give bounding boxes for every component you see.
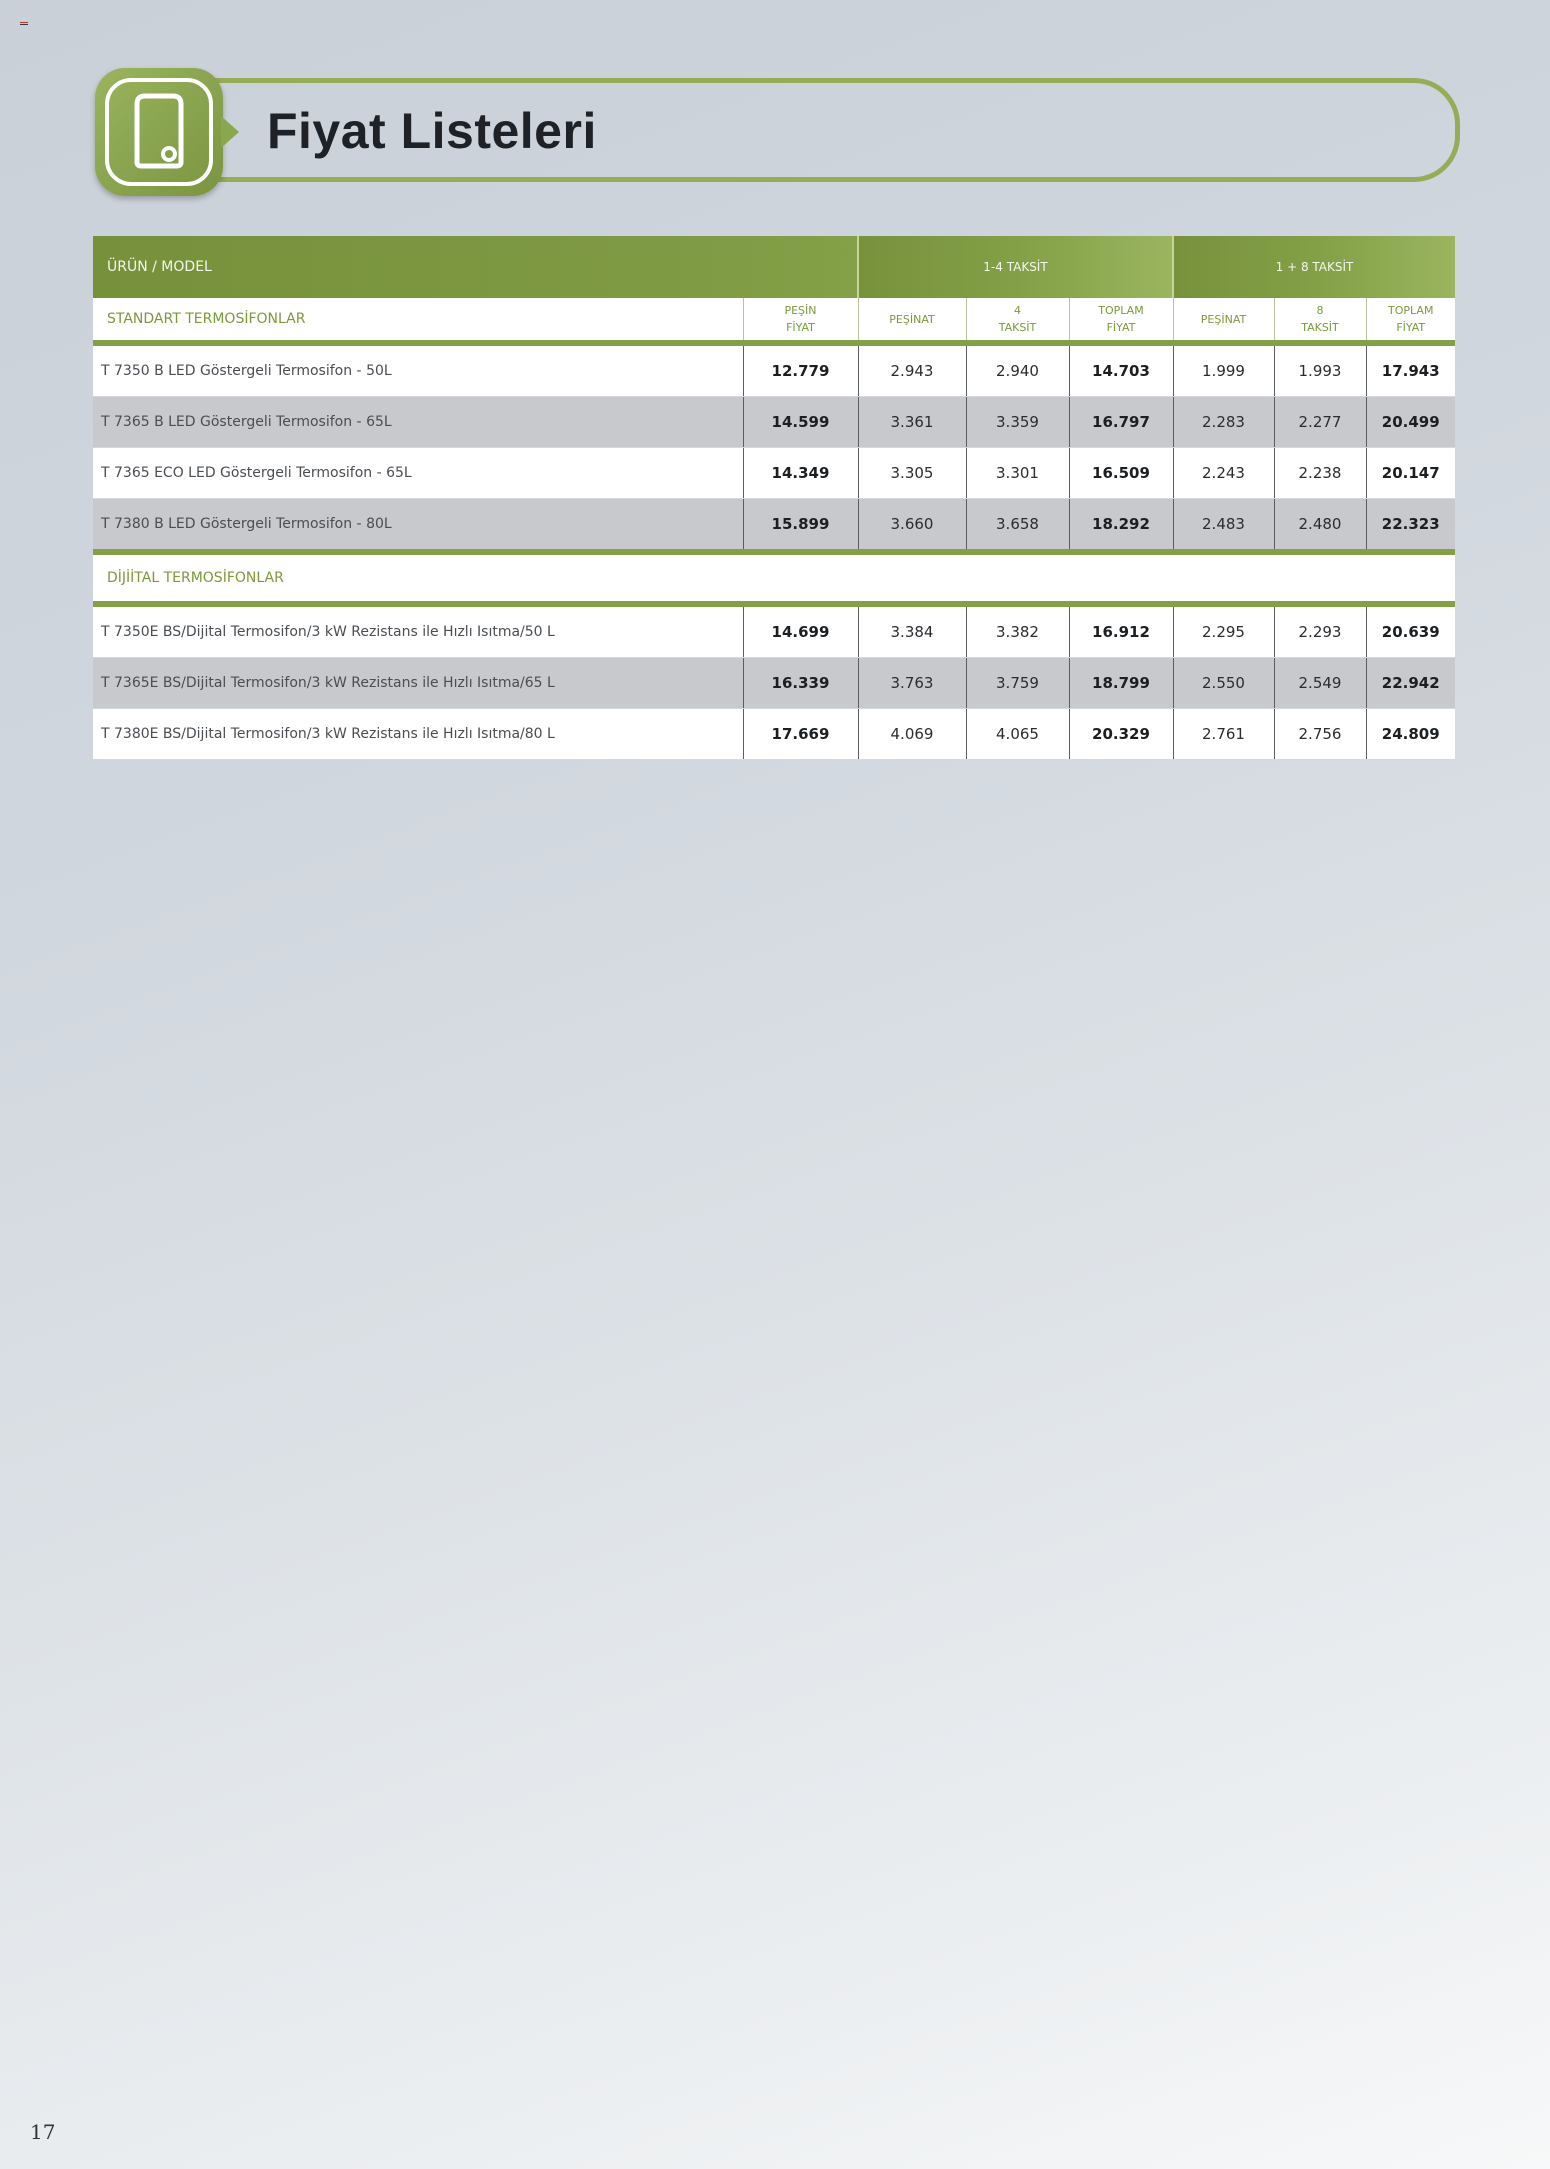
page-title: Fiyat Listeleri [267,103,597,159]
header-group-4-taksit: 1-4 TAKSİT [858,236,1173,298]
section-row-digital [93,552,1455,604]
toplam8-cell: 22.323 [1366,499,1455,553]
taksit8-cell: 2.549 [1274,658,1366,709]
water-heater-icon [101,74,217,190]
toplam4-cell: 18.799 [1069,658,1173,709]
pesinat8-cell: 2.483 [1173,499,1274,553]
table-row [93,658,1455,709]
pesinat4-cell: 3.361 [858,397,966,448]
pesin-cell: 17.669 [743,709,858,760]
page-number: 17 [30,2120,56,2144]
toplam4-cell: 20.329 [1069,709,1173,760]
banner-pointer [221,116,239,148]
banner-icon-tile [95,68,223,196]
taksit8-cell: 2.277 [1274,397,1366,448]
pesinat4-cell: 2.943 [858,343,966,397]
taksit4-cell: 3.759 [966,658,1069,709]
model-cell: T 7365 B LED Göstergeli Termosifon - 65L [93,397,743,448]
taksit4-cell: 2.940 [966,343,1069,397]
toplam8-cell: 20.147 [1366,448,1455,499]
pesinat4-cell: 3.660 [858,499,966,553]
table-row [93,499,1455,553]
pesinat8-cell: 1.999 [1173,343,1274,397]
table-row [93,709,1455,760]
taksit8-cell: 1.993 [1274,343,1366,397]
toplam8-cell: 20.639 [1366,604,1455,658]
model-cell: T 7380 B LED Göstergeli Termosifon - 80L [93,499,743,553]
toplam4-cell: 16.797 [1069,397,1173,448]
table-row [93,448,1455,499]
taksit4-cell: 3.359 [966,397,1069,448]
table-row [93,397,1455,448]
model-cell: T 7380E BS/Dijital Termosifon/3 kW Rezistans ile Hızlı Isıtma/80 L [93,709,743,760]
table-row [93,343,1455,397]
table-header-row [93,236,1455,298]
pesin-cell: 14.699 [743,604,858,658]
taksit4-cell: 3.658 [966,499,1069,553]
col-pesin-fiyat: PEŞİN FİYAT [743,298,858,343]
col-taksit-4: 4 TAKSİT [966,298,1069,343]
pesinat4-cell: 4.069 [858,709,966,760]
pesinat8-cell: 2.550 [1173,658,1274,709]
corner-mark [20,22,28,27]
header-product: ÜRÜN / MODEL [93,236,858,298]
pesin-cell: 16.339 [743,658,858,709]
toplam4-cell: 18.292 [1069,499,1173,553]
col-taksit-8: 8 TAKSİT [1274,298,1366,343]
price-table [93,236,1455,760]
col-toplam-8: TOPLAM FİYAT [1366,298,1455,343]
model-cell: T 7350 B LED Göstergeli Termosifon - 50L [93,343,743,397]
model-cell: T 7365E BS/Dijital Termosifon/3 kW Rezistans ile Hızlı Isıtma/65 L [93,658,743,709]
toplam8-cell: 20.499 [1366,397,1455,448]
taksit8-cell: 2.480 [1274,499,1366,553]
taksit4-cell: 3.301 [966,448,1069,499]
pesinat8-cell: 2.761 [1173,709,1274,760]
pesinat4-cell: 3.763 [858,658,966,709]
header-group-8-taksit: 1 + 8 TAKSİT [1173,236,1455,298]
section-title-standard: STANDART TERMOSİFONLAR [93,298,743,343]
page-header-banner [95,68,1465,198]
taksit4-cell: 4.065 [966,709,1069,760]
pesinat8-cell: 2.283 [1173,397,1274,448]
toplam4-cell: 16.912 [1069,604,1173,658]
pesin-cell: 14.349 [743,448,858,499]
pesin-cell: 12.779 [743,343,858,397]
model-cell: T 7350E BS/Dijital Termosifon/3 kW Rezistans ile Hızlı Isıtma/50 L [93,604,743,658]
toplam4-cell: 16.509 [1069,448,1173,499]
pesinat8-cell: 2.243 [1173,448,1274,499]
col-pesinat-8: PEŞİNAT [1173,298,1274,343]
model-cell: T 7365 ECO LED Göstergeli Termosifon - 65L [93,448,743,499]
pesinat4-cell: 3.305 [858,448,966,499]
table-subheader-row [93,298,1455,343]
pesin-cell: 15.899 [743,499,858,553]
toplam8-cell: 17.943 [1366,343,1455,397]
pesin-cell: 14.599 [743,397,858,448]
pesinat4-cell: 3.384 [858,604,966,658]
col-pesinat-4: PEŞİNAT [858,298,966,343]
toplam4-cell: 14.703 [1069,343,1173,397]
table-row [93,604,1455,658]
col-toplam-4: TOPLAM FİYAT [1069,298,1173,343]
taksit8-cell: 2.293 [1274,604,1366,658]
taksit4-cell: 3.382 [966,604,1069,658]
toplam8-cell: 22.942 [1366,658,1455,709]
taksit8-cell: 2.238 [1274,448,1366,499]
toplam8-cell: 24.809 [1366,709,1455,760]
section-title-digital: DİJİİTAL TERMOSİFONLAR [93,552,1455,604]
taksit8-cell: 2.756 [1274,709,1366,760]
pesinat8-cell: 2.295 [1173,604,1274,658]
